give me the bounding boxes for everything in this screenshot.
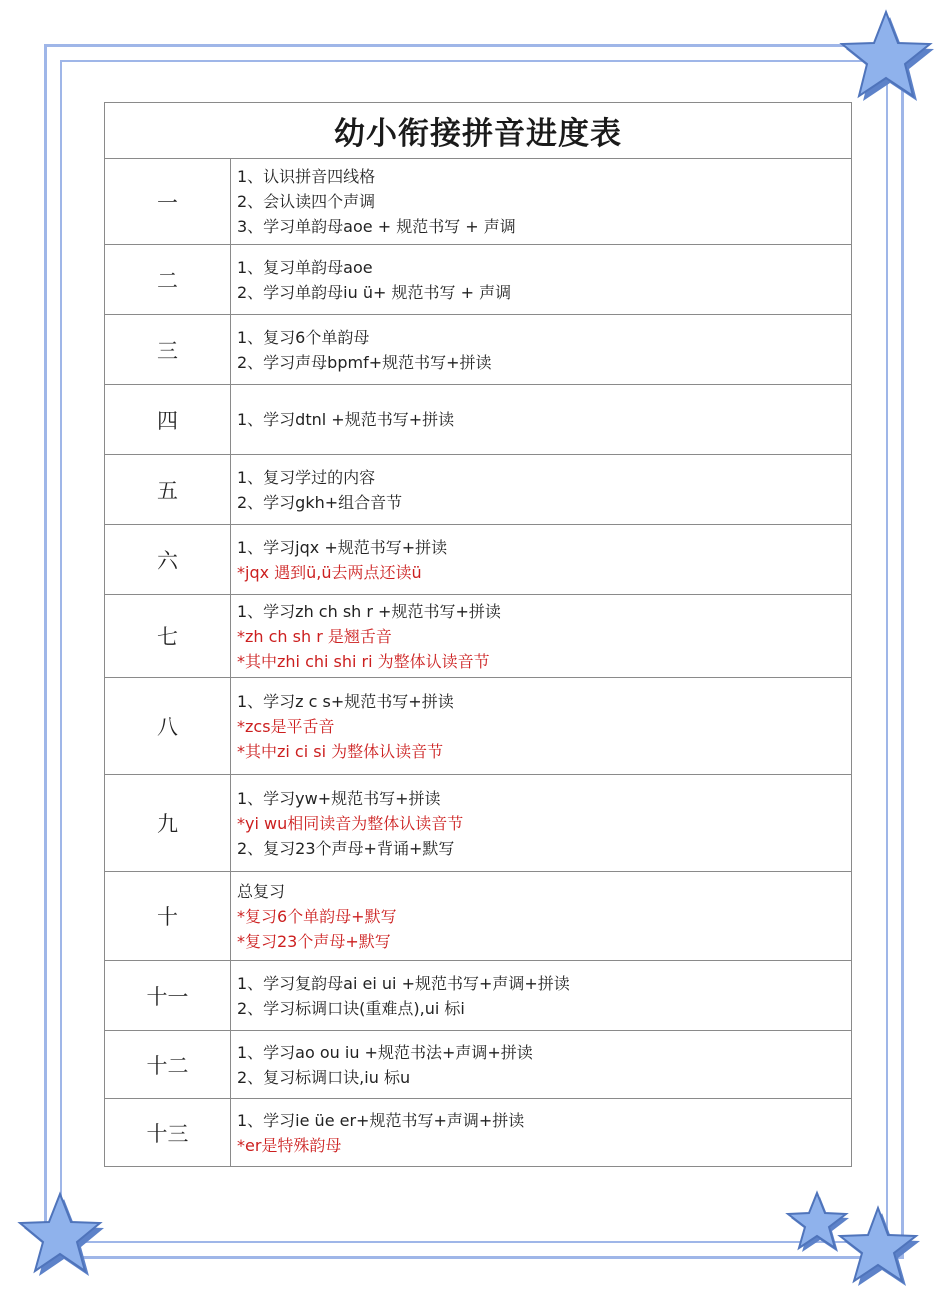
week-content	[231, 775, 852, 872]
content-line: 3、学习单韵母aoe + 规范书写 + 声调	[237, 217, 516, 236]
week-content	[231, 525, 852, 595]
week-content	[231, 455, 852, 525]
content-line: 1、学习z c s+规范书写+拼读	[237, 691, 454, 711]
table-row	[105, 315, 852, 385]
note-line: *yi wu相同读音为整体认读音节	[237, 813, 464, 833]
table-row	[105, 678, 852, 775]
week-content	[231, 872, 852, 961]
note-line: *其中zhi chi shi ri 为整体认读音节	[237, 651, 490, 671]
star-icon	[10, 1186, 110, 1286]
note-line: *zh ch sh r 是翘舌音	[237, 626, 392, 646]
content-line: 1、认识拼音四线格	[237, 167, 376, 186]
week-label: 七	[105, 595, 231, 678]
content-line: 2、学习gkh+组合音节	[237, 492, 403, 512]
page-title: 幼小衔接拼音进度表	[105, 103, 852, 159]
star-icon	[832, 4, 940, 112]
week-label: 九	[105, 775, 231, 872]
star-icon	[830, 1200, 926, 1296]
week-label: 十三	[105, 1099, 231, 1167]
content-line: 1、复习单韵母aoe	[237, 257, 373, 277]
content-line: 1、学习yw+规范书写+拼读	[237, 788, 441, 808]
week-content	[231, 159, 852, 245]
title-row	[105, 103, 852, 159]
table-row	[105, 245, 852, 315]
week-label: 八	[105, 678, 231, 775]
week-label: 十	[105, 872, 231, 961]
table-row	[105, 595, 852, 678]
week-label: 十二	[105, 1031, 231, 1099]
content-line: 1、复习学过的内容	[237, 467, 376, 487]
week-label: 六	[105, 525, 231, 595]
note-line: *zcs是平舌音	[237, 716, 335, 736]
note-line: *er是特殊韵母	[237, 1135, 342, 1155]
content-line: 2、学习单韵母iu ü+ 规范书写 + 声调	[237, 282, 512, 302]
content-line: 1、学习zh ch sh r +规范书写+拼读	[237, 601, 501, 621]
content-line: 2、学习标调口诀(重难点),ui 标i	[237, 998, 465, 1018]
table-row	[105, 775, 852, 872]
content-line: 1、学习dtnl +规范书写+拼读	[237, 410, 455, 429]
content-line: 2、会认读四个声调	[237, 192, 376, 211]
week-content	[231, 595, 852, 678]
week-label: 二	[105, 245, 231, 315]
content-line: 1、复习6个单韵母	[237, 327, 370, 347]
table-row	[105, 159, 852, 245]
content-line: 2、复习标调口诀,iu 标u	[237, 1067, 411, 1087]
week-content	[231, 1099, 852, 1167]
table-row	[105, 1099, 852, 1167]
note-line: *jqx 遇到ü,ü去两点还读ü	[237, 562, 422, 582]
content-line: 1、学习ie üe er+规范书写+声调+拼读	[237, 1110, 525, 1130]
content-line: 1、学习复韵母ai ei ui +规范书写+声调+拼读	[237, 973, 570, 993]
week-label: 五	[105, 455, 231, 525]
week-label: 一	[105, 159, 231, 245]
table-row	[105, 961, 852, 1031]
week-label: 三	[105, 315, 231, 385]
content-line: 2、复习23个声母+背诵+默写	[237, 838, 455, 858]
week-content	[231, 385, 852, 455]
week-content	[231, 245, 852, 315]
note-line: *其中zi ci si 为整体认读音节	[237, 741, 444, 761]
content-line: 2、学习声母bpmf+规范书写+拼读	[237, 352, 492, 372]
week-content	[231, 315, 852, 385]
note-line: *复习23个声母+默写	[237, 931, 391, 951]
table-row	[105, 525, 852, 595]
week-label: 十一	[105, 961, 231, 1031]
table-row	[105, 385, 852, 455]
content-line: 1、学习ao ou iu +规范书法+声调+拼读	[237, 1042, 533, 1062]
note-line: *复习6个单韵母+默写	[237, 906, 397, 926]
week-content	[231, 678, 852, 775]
table-row	[105, 872, 852, 961]
table-row	[105, 455, 852, 525]
content-line: 总复习	[237, 881, 286, 901]
pinyin-schedule-table	[104, 102, 852, 1167]
week-label: 四	[105, 385, 231, 455]
table-row	[105, 1031, 852, 1099]
content-line: 1、学习jqx +规范书写+拼读	[237, 537, 448, 557]
week-content	[231, 961, 852, 1031]
week-content	[231, 1031, 852, 1099]
